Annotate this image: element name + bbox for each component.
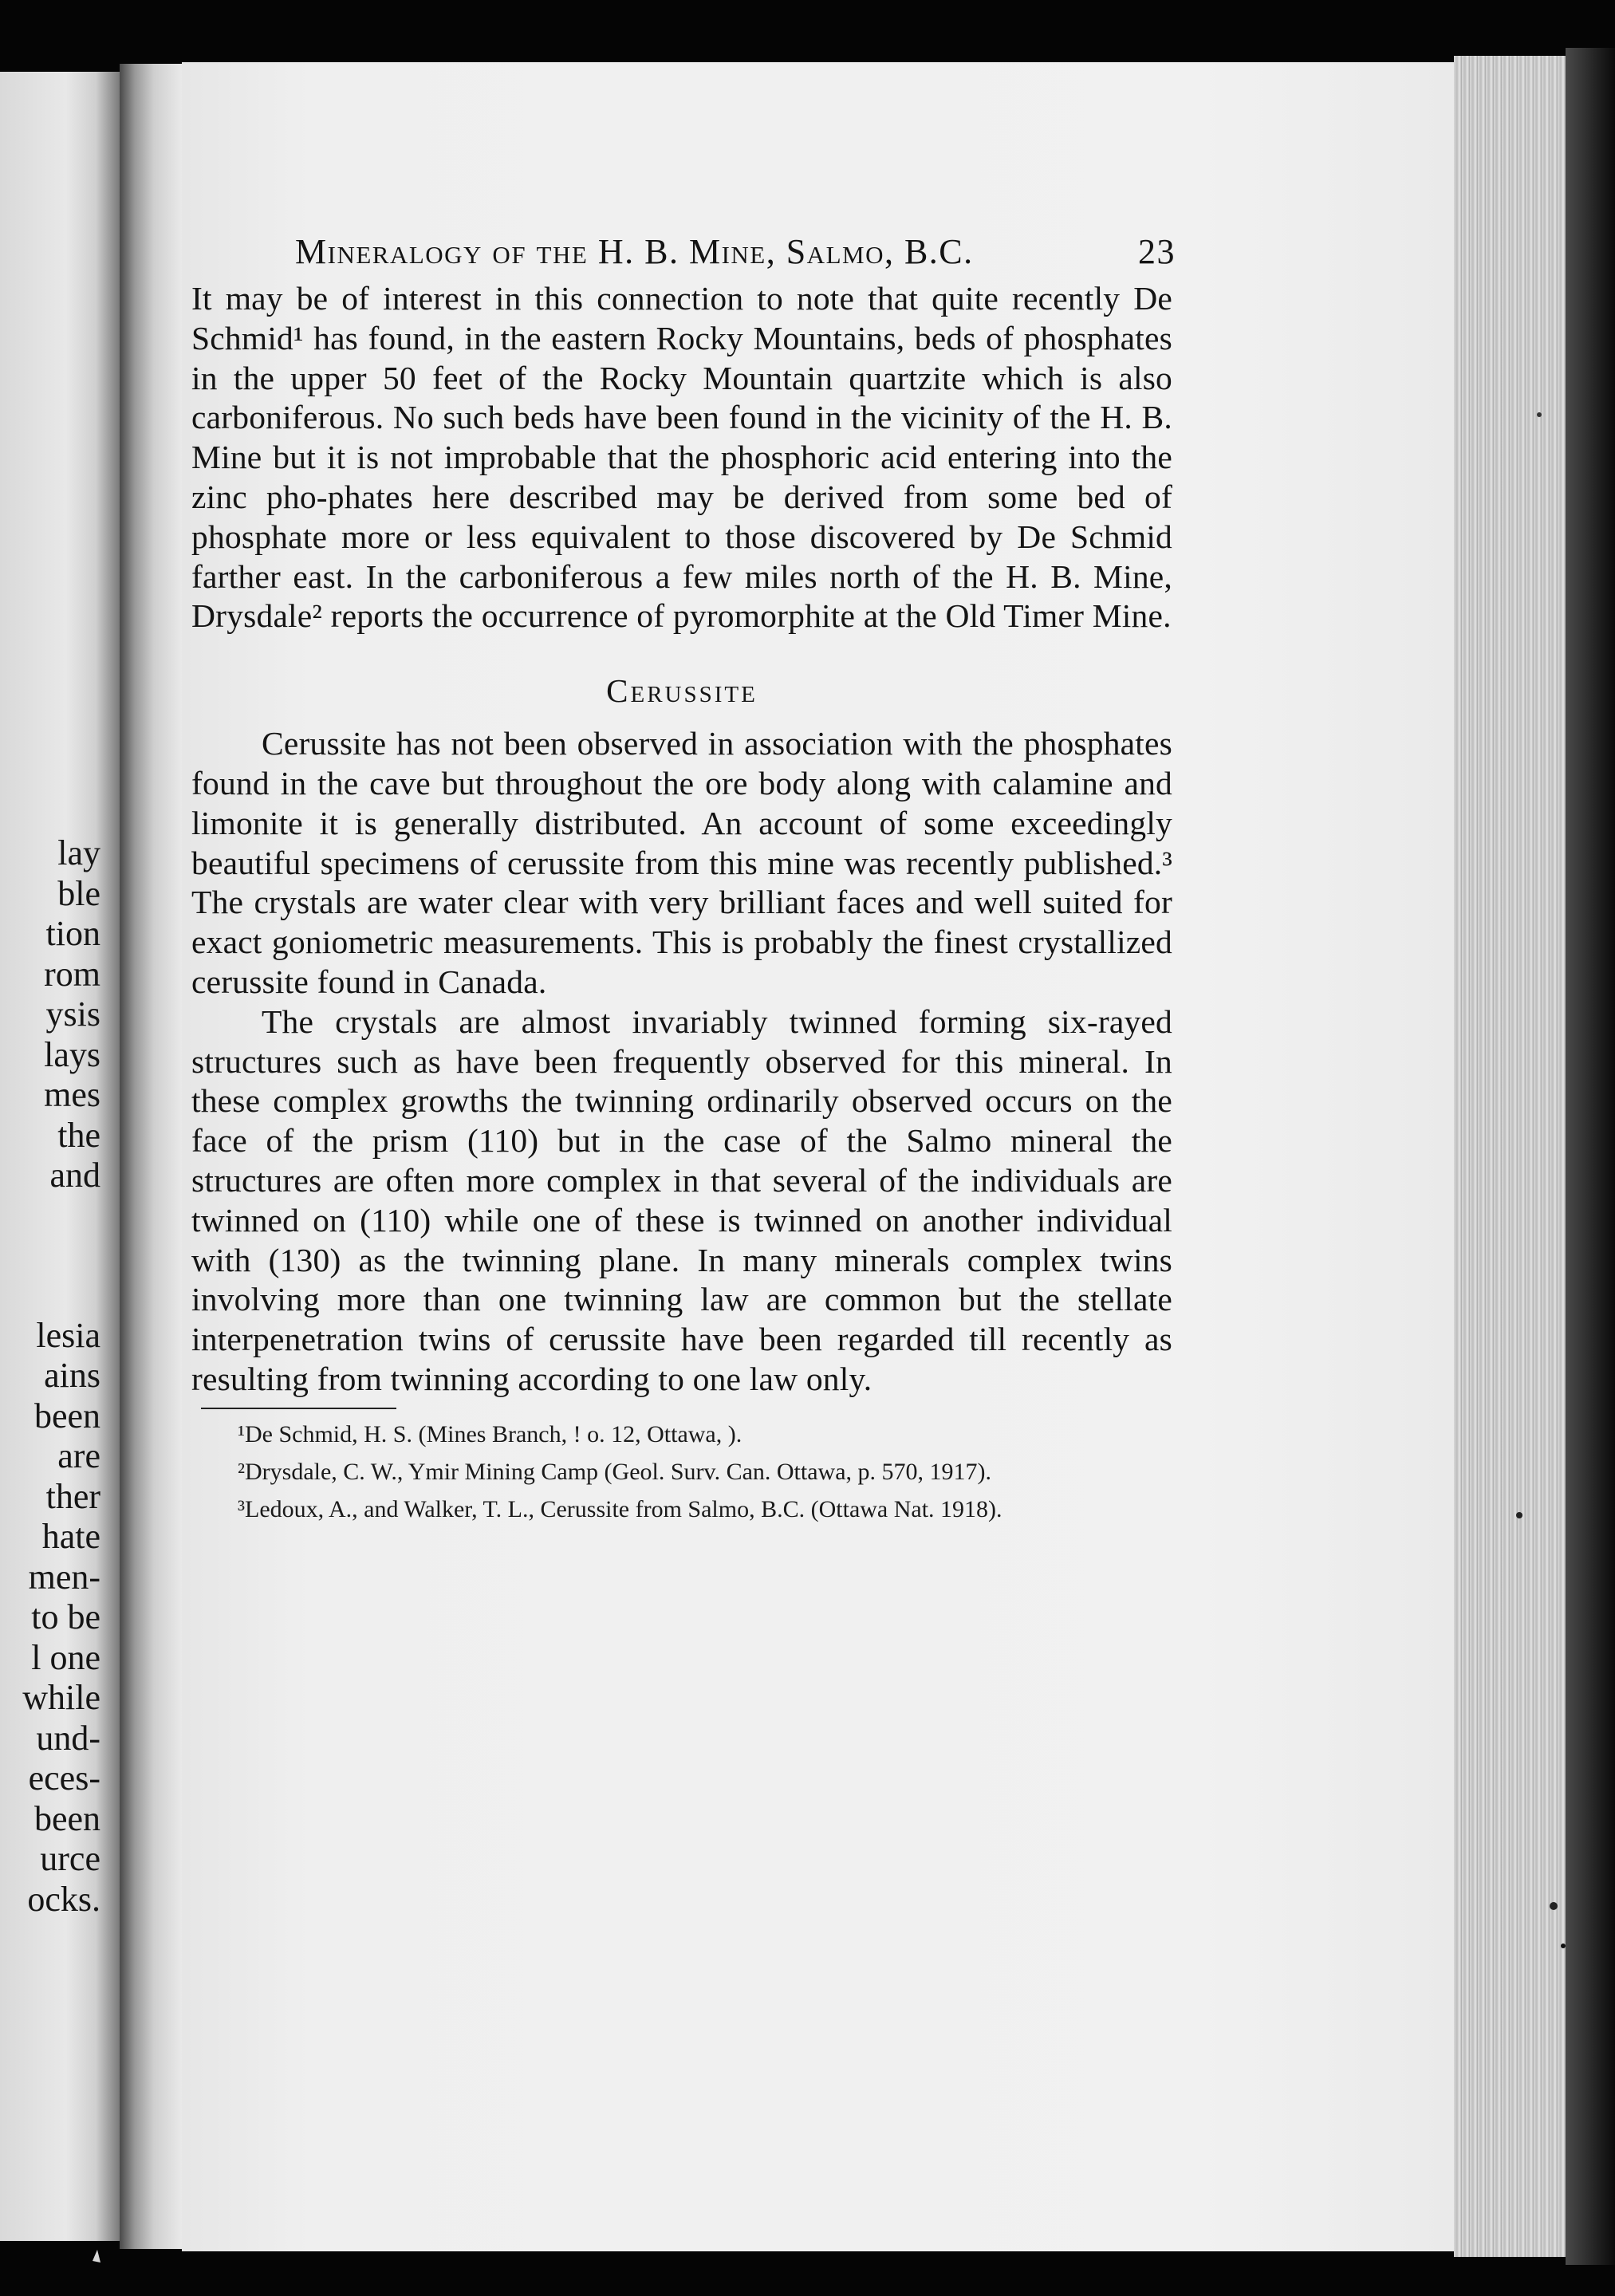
left-fragment: ble <box>57 873 100 913</box>
paragraph-cerussite-2: The crystals are almost invariably twinned forming six-rayed structures such as have been frequently observed for this mineral. In these complex growths the twinning ordinarily observed occurs on the face of the prism (110) but in the case of the Salmo mineral the structures are often more complex in that several of the individuals are twinned on (110) while one of these is twinned on another individual with (130) as the twinning plane. In many minerals complex twins involving more than one twinning law are common but the stellate interpenetration twins of cerussite have been regarded till recently as resulting from twinning according to one law only. <box>191 1002 1172 1397</box>
left-fragment: l one <box>31 1637 100 1677</box>
paragraph-intro: It may be of interest in this connection to note that quite recently De Schmid¹ has found, in the eastern Rocky Mountains, beds of phosphates in the upper 50 feet of the Rocky Mountain quartzite which is also carboniferous. No such beds have been found in the vicinity of the H. B. Mine but it is not improbable that the phosphoric acid entering into the zinc pho-phates here described may be derived from some bed of phosphate more or less equivalent to those discovered by De Schmid farther east. In the carboniferous a few miles north of the H. B. Mine, Drysdale² reports the occurrence of pyromorphite at the Old Timer Mine. <box>191 280 1172 635</box>
page-content <box>191 231 1176 1528</box>
left-fragment: men- <box>28 1557 100 1597</box>
left-fragment-group-2 <box>22 1316 100 1920</box>
left-fragment: ocks. <box>27 1879 100 1919</box>
left-fragment: to be <box>31 1597 100 1636</box>
left-facing-page <box>0 72 120 2241</box>
left-fragment: been <box>33 1396 100 1435</box>
left-fragment: while <box>22 1678 100 1717</box>
left-fragment: are <box>57 1436 100 1475</box>
left-fragment: hate <box>41 1517 100 1556</box>
page-number: 23 <box>1138 232 1176 271</box>
footnotes <box>191 1416 1172 1528</box>
left-fragment: lay <box>57 833 100 872</box>
left-fragment: eces- <box>28 1758 100 1798</box>
left-fragment: mes <box>44 1075 100 1114</box>
book-gutter <box>120 64 182 2249</box>
left-fragment: rom <box>44 954 100 994</box>
footnote-2: ²Drysdale, C. W., Ymir Mining Camp (Geol. Surv. Can. Ottawa, p. 570, 1917). <box>238 1458 992 1485</box>
page-edges-shadow <box>1566 48 1615 2265</box>
left-fragment: und- <box>36 1718 100 1758</box>
left-fragment: urce <box>40 1839 100 1878</box>
left-fragment: ains <box>44 1356 100 1395</box>
footnote-3: ³Ledoux, A., and Walker, T. L., Cerussite from Salmo, B.C. (Ottawa Nat. 1918). <box>238 1495 1002 1522</box>
left-fragment: the <box>57 1115 100 1155</box>
left-fragment-group-1 <box>22 833 100 1196</box>
paragraph-cerussite-1: Cerussite has not been observed in association with the phosphates found in the cave but throughout the ore body along with calamine and limonite it is generally distributed. An account of some exceedingly beautiful specimens of cerussite from this mine was recently published.³ The crystals are water clear with very brilliant faces and well suited for exact goniometric measurements. This is probably the finest crystallized cerussite found in Canada. <box>191 725 1172 1000</box>
footnote-rule <box>201 1408 396 1409</box>
left-fragment: lesia <box>36 1315 100 1355</box>
left-fragment: and <box>49 1156 100 1195</box>
left-fragment: been <box>33 1798 100 1838</box>
page-edges <box>1454 56 1566 2257</box>
running-head-title: Mineralogy of the H. B. Mine, Salmo, B.C. <box>295 232 974 271</box>
left-fragment: ysis <box>45 994 100 1034</box>
running-head <box>191 231 1176 279</box>
left-fragment: tion <box>45 914 100 953</box>
left-fragment: ther <box>45 1476 100 1516</box>
left-fragment: lays <box>44 1034 100 1074</box>
section-heading-cerussite: Cerussite <box>606 672 758 710</box>
left-page-text-fragments <box>22 833 100 1920</box>
footnote-1: ¹De Schmid, H. S. (Mines Branch, ! o. 12, Ottawa, ). <box>238 1420 743 1447</box>
